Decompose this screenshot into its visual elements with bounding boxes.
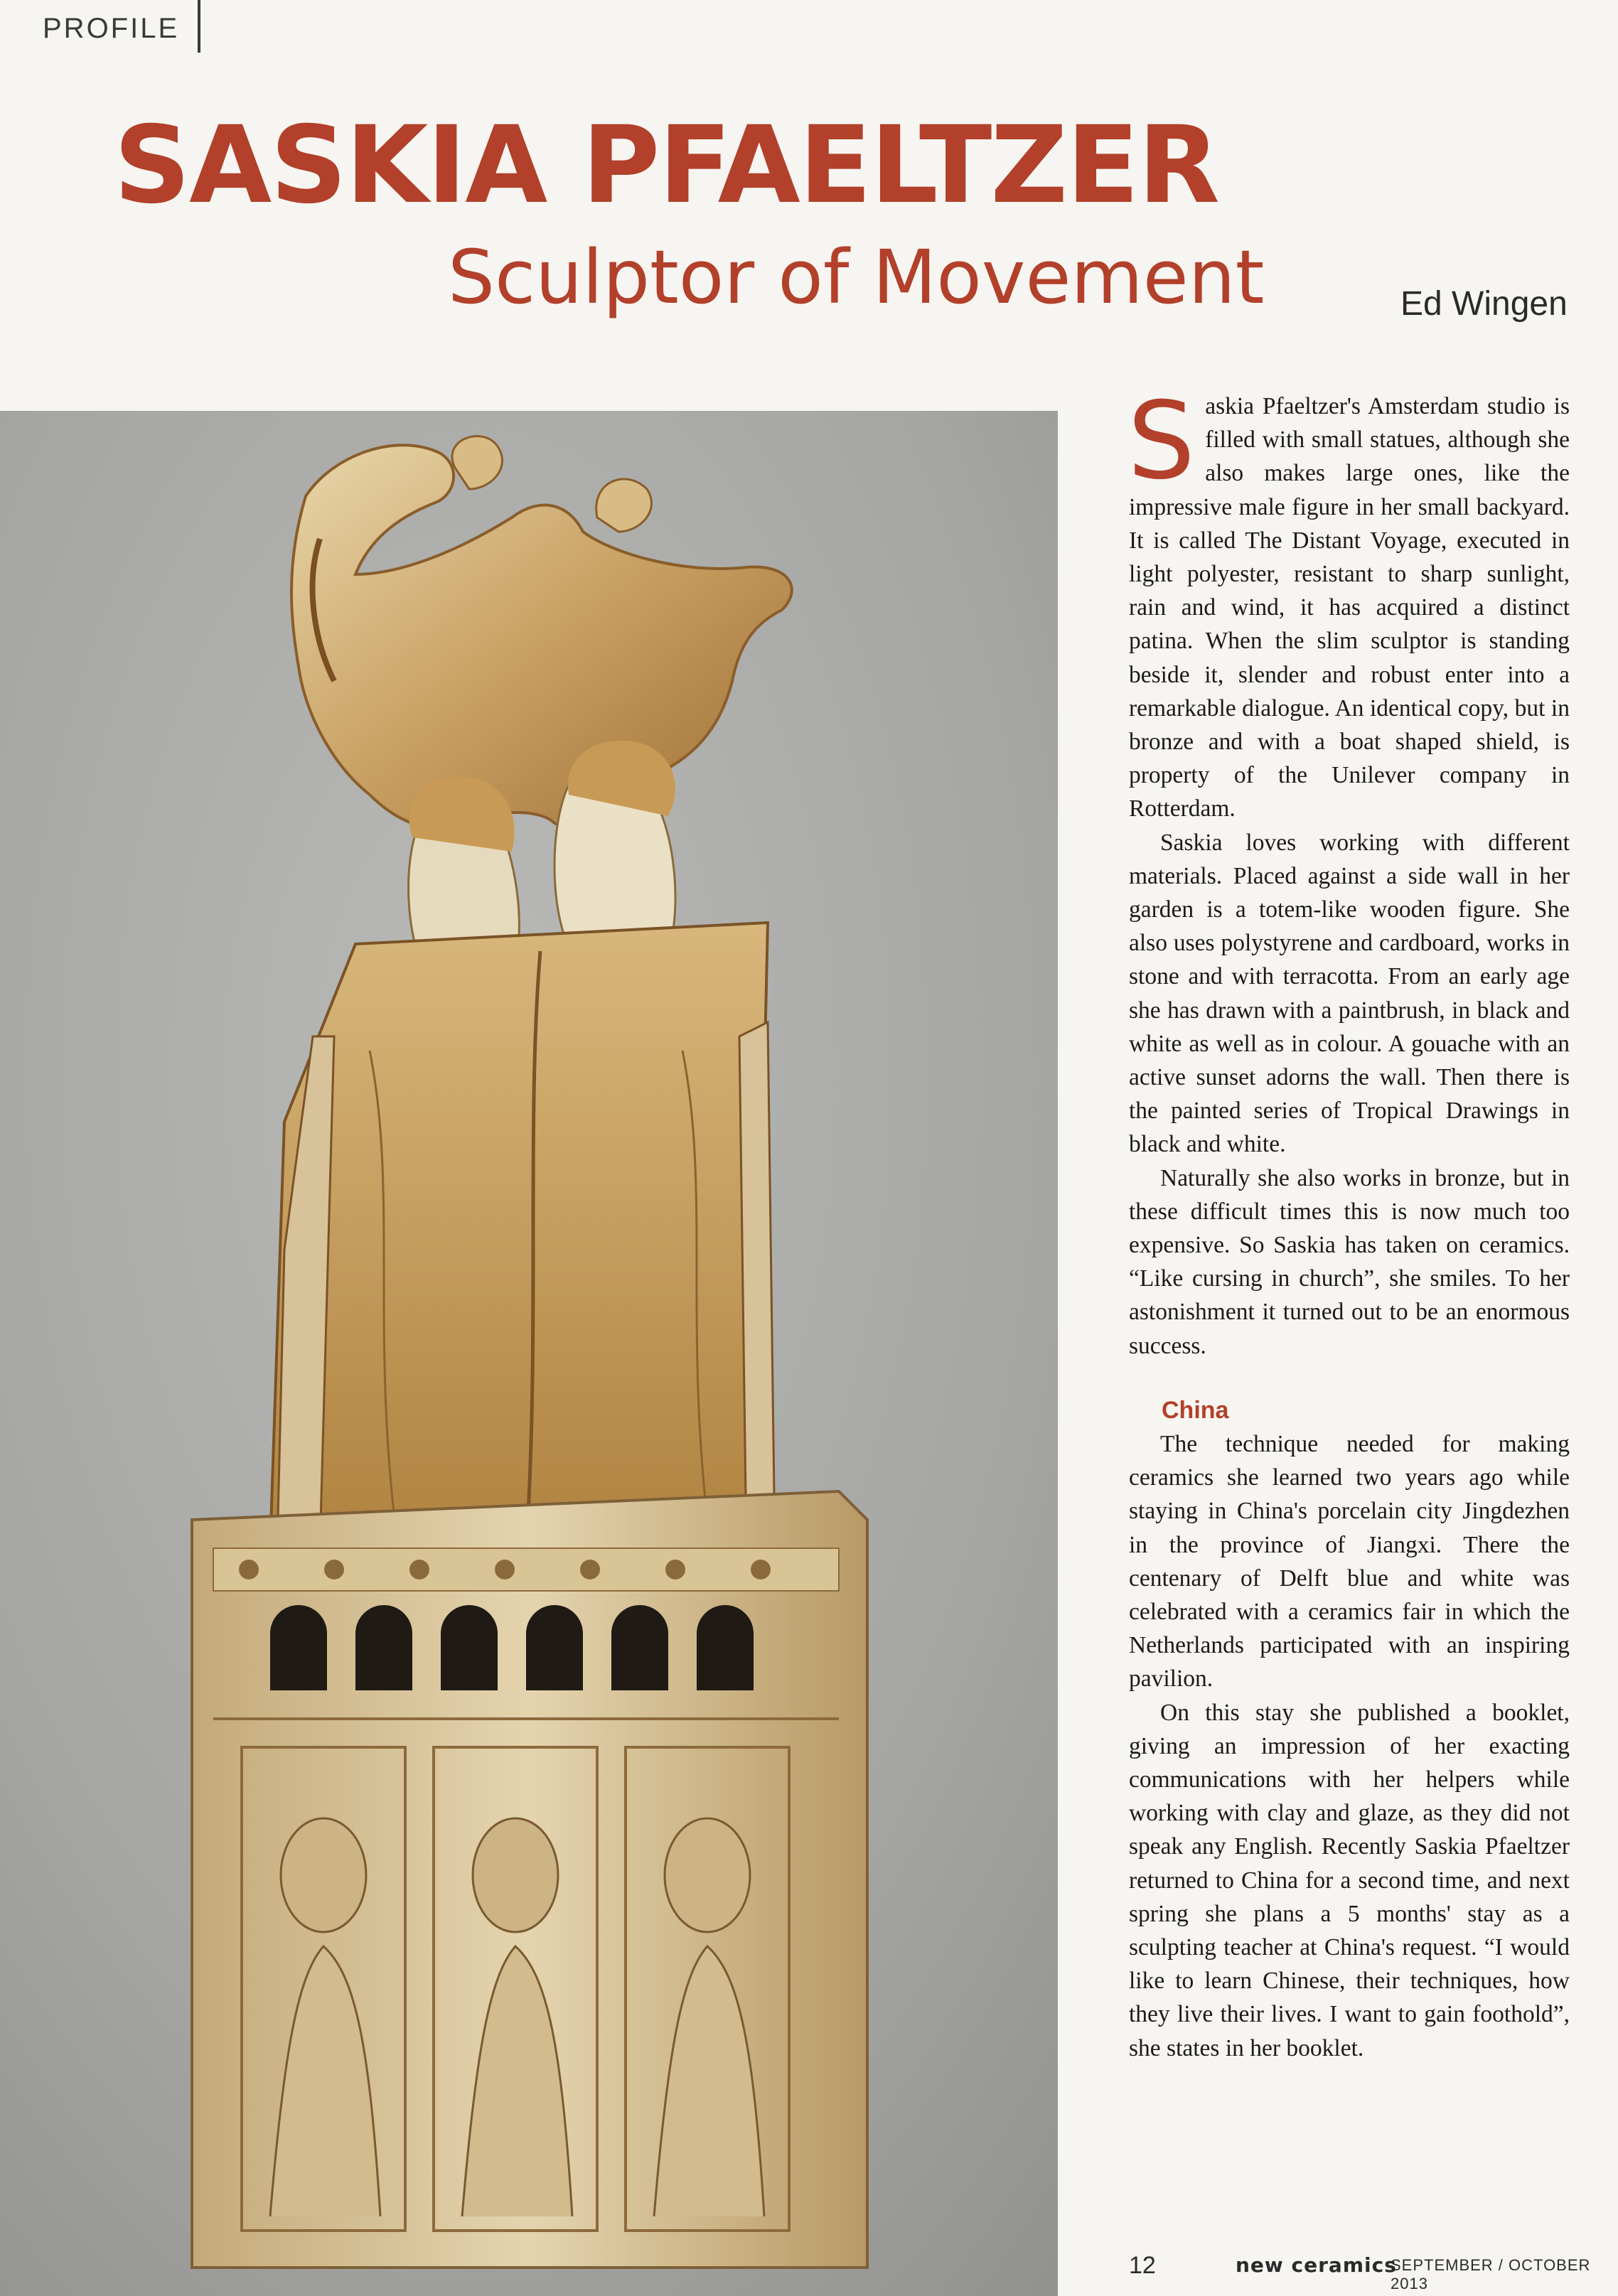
paragraph-1-text: askia Pfaeltzer's Amsterdam studio is filled with small statues, although she also makes large ones, like the impressive male figure in her small backyard. It is called The Distant Voyage, executed in light polyester, resistant to sharp sunlight, rain and wind, it has acquired a distinct patina. When the slim sculptor is standing beside it, slender and robust enter into a remarkable dialogue. An identical copy, but in bronze and with a boat shaped shield, is property of the Unilever company in Rotterdam. [1129, 393, 1570, 822]
drop-cap: S [1127, 380, 1196, 503]
arcade-base [192, 1491, 867, 2268]
article-subtitle: Sculptor of Movement [448, 234, 1265, 321]
paragraph-1 [1127, 380, 1570, 826]
page-number: 12 [1129, 2252, 1156, 2279]
author-byline: Ed Wingen [1400, 285, 1568, 323]
subhead-china: China [1162, 1396, 1229, 1424]
paragraph-5: On this stay she published a booklet, giving an impression of her exacting communications with her helpers while working with clay and glaze, as they did not speak any English. Recently Saskia Pfaeltzer returned to China for a second time, and next spring she plans a 5 months' stay as a sculpting teacher at China's request. “I would like to learn Chinese, their techniques, how they live their lives. I want to gain foothold”, she states in her booklet. [1129, 1699, 1570, 2061]
paragraph-3: Naturally she also works in bronze, but in these difficult times this is now much too expensive. So Saskia has taken on ceramics. “Like cursing in church”, she smiles. To her astonishment it turned out to be an enormous success. [1129, 1164, 1570, 1359]
issue-date: SEPTEMBER / OCTOBER 2013 [1391, 2256, 1591, 2292]
paragraph-2: Saskia loves working with different materials. Placed against a side wall in her garden is a totem-like wooden figure. She also uses polystyrene and cardboard, works in stone and with terracotta. From an early age she has drawn with a paintbrush, in black and white as well as in colour. A gouache with an active sunset adorns the wall. Then there is the painted series of Tropical Drawings in black and white. [1129, 829, 1570, 1158]
section-divider [198, 0, 200, 53]
seated-figures [270, 923, 775, 1548]
section-label: PROFILE [43, 13, 180, 44]
article-title: SASKIA PFAELTZER [114, 104, 1219, 227]
article-body [1127, 380, 1570, 2065]
magazine-logo: new ceramics [1236, 2253, 1397, 2277]
sculpture-photo [0, 411, 1058, 2296]
paragraph-4: The technique needed for making ceramics she learned two years ago while staying in China's porcelain city Jingdezhen in the province of Jiangxi. There the centenary of Delft blue and white was celebrated with a ceramics fair in which the Netherlands participated with an inspiring pavilion. [1129, 1430, 1570, 1693]
